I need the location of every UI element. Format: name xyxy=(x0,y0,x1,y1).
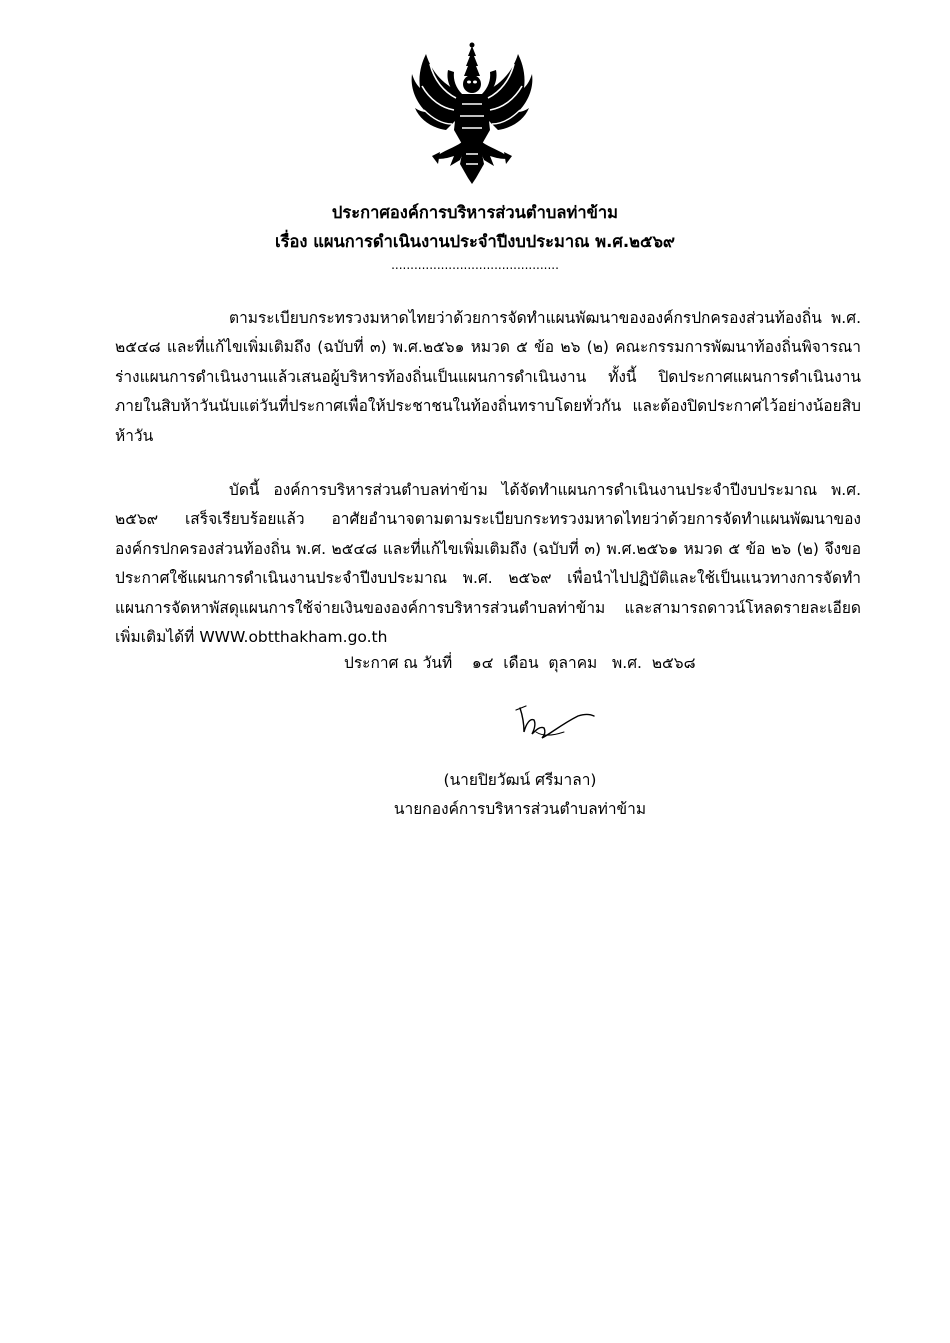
garuda-emblem-icon xyxy=(410,40,534,185)
signer-name: (นายปิยวัฒน์ ศรีมาลา) xyxy=(443,771,597,789)
announcement-title: ประกาศองค์การบริหารส่วนตำบลท่าข้าม xyxy=(331,203,619,222)
announcement-date: ประกาศ ณ วันที่ ๑๔ เดือน ตุลาคม พ.ศ. ๒๕๖๘ xyxy=(344,654,696,672)
paragraph-1: ตามระเบียบกระทรวงมหาดไทยว่าด้วยการจัดทำแผนพัฒนาขององค์กรปกครองส่วนท้องถิ่น พ.ศ. ๒๕๔๘ และที่แก้ไขเพิ่มเติมถึง (ฉบับที่ ๓) พ.ศ.๒๕๖๑ หมวด ๕ ข้อ ๒๖ (๒) คณะกรรมการพัฒนาท้องถิ่นพิจารณาร่างแผนการดำเนินงานแล้วเสนอผู้บริหารท้องถิ่นเป็นแผนการดำเนินงาน ทั้งนี้ ปิดประกาศแผนการดำเนินงานภายในสิบห้าวันนับแต่วันที่ประกาศเพื่อให้ประชาชนในท้องถิ่นทราบโดยทั่วกัน และต้องปิดประกาศไว้อย่างน้อยสิบห้าวัน xyxy=(115,308,861,445)
separator-dots: ............................................ xyxy=(391,258,559,272)
announcement-subject: เรื่อง แผนการดำเนินงานประจำปีงบประมาณ พ.ศ.๒๕๖๙ xyxy=(274,232,676,251)
signer-position: นายกองค์การบริหารส่วนตำบลท่าข้าม xyxy=(393,800,647,818)
handwritten-signature xyxy=(512,702,596,742)
paragraph-2: บัดนี้ องค์การบริหารส่วนตำบลท่าข้าม ได้จัดทำแผนการดำเนินงานประจำปีงบประมาณ พ.ศ. ๒๕๖๙ เสร็จเรียบร้อยแล้ว อาศัยอำนาจตามตามระเบียบกระทรวงมหาดไทยว่าด้วยการจัดทำแผนพัฒนาขององค์กรปกครองส่วนท้องถิ่น พ.ศ. ๒๕๔๘ และที่แก้ไขเพิ่มเติมถึง (ฉบับที่ ๓) พ.ศ.๒๕๖๑ หมวด ๕ ข้อ ๒๖ (๒) จึงขอประกาศใช้แผนการดำเนินงานประจำปีงบประมาณ พ.ศ. ๒๕๖๙ เพื่อนำไปปฏิบัติและใช้เป็นแนวทางการจัดทำแผนการจัดหาพัสดุแผนการใช้จ่ายเงินขององค์การบริหารส่วนตำบลท่าข้าม และสามารถดาวน์โหลดรายละเอียดเพิ่มเติมได้ที่ WWW.obtthakham.go.th xyxy=(115,480,861,647)
